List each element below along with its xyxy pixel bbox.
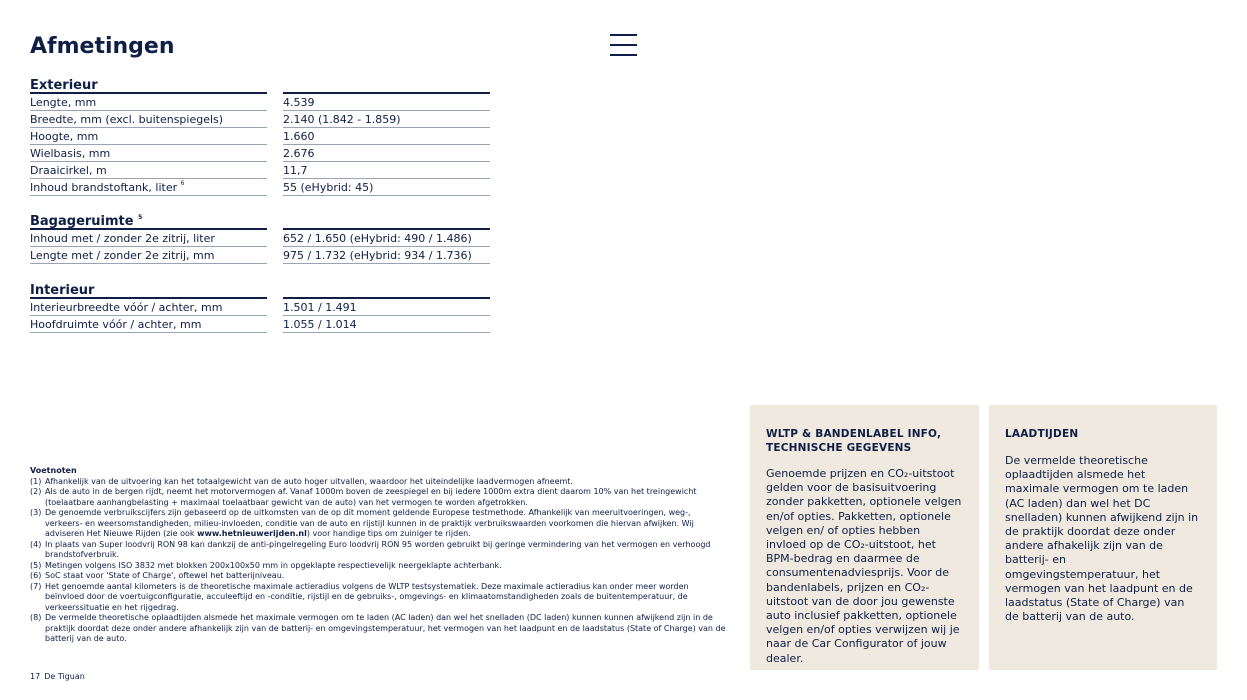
footnotes-title: Voetnoten: [30, 466, 77, 475]
menu-bar: [610, 34, 637, 36]
bagageruimte-table: [30, 213, 490, 264]
row-label: Wielbasis, mm: [30, 146, 267, 162]
row-value: 975 / 1.732 (eHybrid: 934 / 1.736): [283, 248, 490, 264]
row-value: 1.055 / 1.014: [283, 317, 490, 333]
page-number: 17: [30, 672, 41, 681]
row-label-text: Inhoud brandstoftank, liter: [30, 181, 178, 194]
laadtijden-box: [989, 405, 1217, 670]
hamburger-menu-icon[interactable]: [610, 34, 637, 56]
table-row: [30, 145, 490, 162]
interieur-title: Interieur: [30, 283, 95, 298]
footnote-number: (3): [30, 508, 42, 517]
section-title-text: Bagageruimte: [30, 214, 134, 229]
footnote-text: Het genoemde aantal kilometers is de theoretische maximale actieradius volgens de WLTP testsystematiek. Deze maximale actieradius kan onder meer worden beïnvloed door de voertuigconfiguratie, acculeeftijd en -conditie, rijstijl en de gebruiks-, omgevings- en klimaatomstandigheden zoals de buitentemperatuur, de verkeerssituatie en het rijgedrag.: [45, 581, 689, 612]
footnote-number: (4): [30, 539, 42, 549]
wltp-title-line: WLTP & BANDENLABEL INFO,: [766, 428, 942, 440]
laadtijden-body: De vermelde theoretische oplaadtijden alsmede het maximale vermogen om te laden (AC laden) dan wel het DC snelladen) kunnen afwijkend zijn in de praktijk doordat deze onder andere afhakelijk zijn van de batterij- en omgevingstemperatuur, het vermogen van het laadpunt en de laadstatus (State of Charge) van de batterij van de auto.: [1005, 454, 1199, 624]
footnote-number: (8): [30, 613, 42, 622]
footnote-number: (2): [30, 487, 42, 496]
table-row: [30, 299, 490, 316]
exterieur-title: Exterieur: [30, 78, 98, 93]
wltp-info-box: [750, 405, 979, 670]
row-value: 11,7: [283, 163, 490, 179]
row-label: Lengte, mm: [30, 95, 267, 111]
footnote-item: [30, 477, 730, 488]
table-row: [30, 128, 490, 145]
laadtijden-title: LAADTIJDEN: [1005, 428, 1079, 440]
row-value: 2.140 (1.842 - 1.859): [283, 112, 490, 128]
row-label: [30, 180, 267, 196]
footnote-link[interactable]: www.hetnieuwerijden.nl: [197, 529, 307, 538]
footnote-text: SoC staat voor 'State of Charge', oftewel het batterijniveau.: [45, 571, 285, 580]
footnote-ref: 5: [138, 214, 143, 221]
table-row: [30, 230, 490, 247]
row-label: Breedte, mm (excl. buitenspiegels): [30, 112, 267, 128]
wltp-title-line: TECHNISCHE GEGEVENS: [766, 442, 912, 454]
footnote-text: Metingen volgens ISO 3832 met blokken 200x100x50 mm in opgeklapte respectievelijk neergeklapte achterbank.: [45, 560, 502, 570]
footnote-text: De genoemde verbruikscijfers zijn gebaseerd op de uitkomsten van de op dit moment geldende Europese testmethode. Afhankelijk van meeruitvoeringen, weg-, verkeers- en weersomstandigheden, milieu-invloeden, conditie van de auto en rijstijl kunnen in de praktijk verbruikswaarden voorkomen die hiervan afwijken. Wij adviseren Het Nieuwe Rijden (zie ook: [45, 508, 694, 538]
table-row: [30, 316, 490, 333]
menu-bar: [610, 44, 637, 46]
footnotes: [30, 466, 730, 645]
footnote-text: Als de auto in de bergen rijdt, neemt het motorvermogen af. Vanaf 1000m boven de zeespiegel en bij iedere 1000m extra dient daarom 10% van het treingewicht (toelaatbare aanhangbelasting + maximaal toelaatbaar gewicht van de auto) van het vermogen te worden afgetrokken.: [45, 487, 697, 507]
row-label: Interieurbreedte vóór / achter, mm: [30, 300, 267, 316]
footnote-text: ) voor handige tips om zuiniger te rijden.: [306, 529, 471, 538]
row-value: 4.539: [283, 95, 490, 111]
page-footer: [30, 672, 89, 681]
footnote-item: [30, 613, 730, 645]
footnote-number: (5): [30, 560, 42, 570]
footnote-text: Afhankelijk van de uitvoering kan het totaalgewicht van de auto hoger uitvallen, waardoor het uiteindelijke laadvermogen afneemt.: [45, 476, 573, 486]
footnote-number: (1): [30, 476, 42, 486]
row-value: 55 (eHybrid: 45): [283, 180, 490, 196]
exterieur-header: [30, 77, 490, 94]
doc-title: De Tiguan: [44, 672, 85, 681]
row-label: Draaicirkel, m: [30, 163, 267, 179]
footnote-item: [30, 582, 730, 614]
table-row: [30, 179, 490, 196]
table-row: [30, 247, 490, 264]
footnote-item: [30, 540, 730, 561]
row-label: Hoogte, mm: [30, 129, 267, 145]
row-value: 652 / 1.650 (eHybrid: 490 / 1.486): [283, 231, 490, 247]
footnote-item: [30, 487, 730, 508]
interieur-table: [30, 282, 490, 333]
row-value: 2.676: [283, 146, 490, 162]
wltp-info-body: Genoemde prijzen en CO₂-uitstoot gelden voor de basisuitvoering zonder pakketten, optionele velgen en/of opties. Pakketten, optionele velgen en/ of opties hebben invloed op de CO₂-uitstoot, het BPM-bedrag en daarmee de consumentenadviesprijs. Voor de bandenlabels, prijzen en CO₂-uitstoot van de door jou gewenste auto inclusief pakketten, optionele velgen en/of opties verwijzen wij je naar de Car Configurator of jouw dealer.: [766, 467, 962, 665]
footnote-text: In plaats van Super loodvrij RON 98 kan dankzij de anti-pingelregeling Euro loodvrij RON 95 worden gebruikt bij geringe vermindering van het vermogen en verhoogd brandstofverbruik.: [45, 539, 711, 559]
menu-bar: [610, 54, 637, 56]
exterieur-table: [30, 77, 490, 196]
footnote-text: De vermelde theoretische oplaadtijden alsmede het maximale vermogen om te laden (AC laden) dan wel het snelladen (DC laden) kunnen kunnen afwijkend zijn in de praktijk doordat deze onder andere afhankelijk zijn van de batterij- en omgevingstemperatuur, het vermogen van het laadpunt en de laadstatus (State of Charge) van de batterij van de auto.: [45, 613, 726, 643]
row-value: 1.660: [283, 129, 490, 145]
row-value: 1.501 / 1.491: [283, 300, 490, 316]
row-label: Inhoud met / zonder 2e zitrij, liter: [30, 231, 267, 247]
table-row: [30, 162, 490, 179]
footnote-number: (6): [30, 571, 42, 580]
row-label: Hoofdruimte vóór / achter, mm: [30, 317, 267, 333]
bagageruimte-header: [30, 213, 490, 230]
row-label: Lengte met / zonder 2e zitrij, mm: [30, 248, 267, 264]
interieur-header: [30, 282, 490, 299]
table-row: [30, 111, 490, 128]
footnote-number: (7): [30, 581, 42, 591]
table-row: [30, 94, 490, 111]
footnote-item: [30, 508, 730, 540]
footnote-item: [30, 561, 730, 572]
page-title: Afmetingen: [30, 34, 175, 59]
wltp-info-title: [766, 427, 963, 455]
footnote-item: [30, 571, 730, 582]
footnote-ref: 6: [180, 180, 185, 187]
